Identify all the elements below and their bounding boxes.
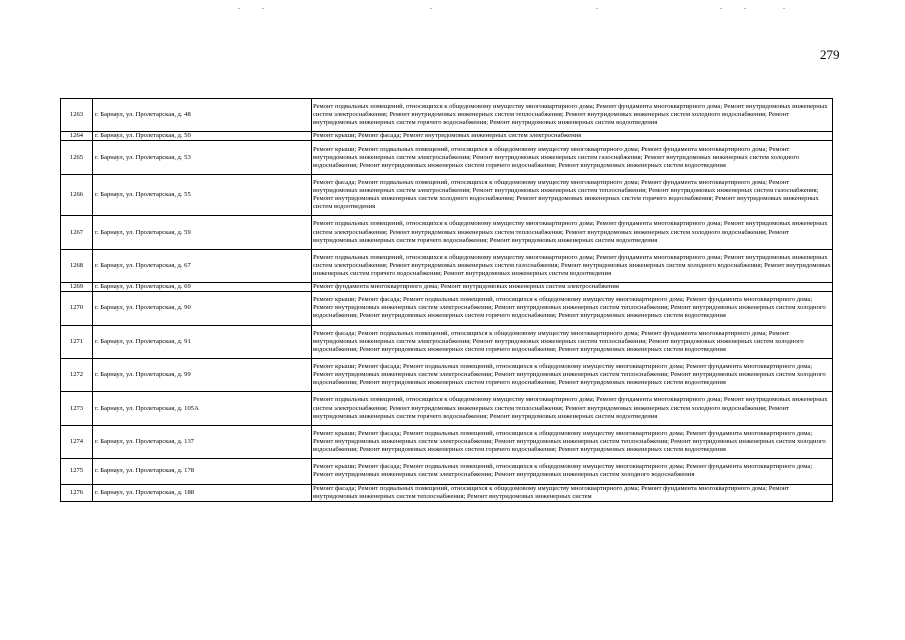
table-row [61, 132, 833, 141]
row-number: 1267 [61, 216, 93, 249]
row-number: 1273 [61, 392, 93, 425]
repair-register-table [60, 98, 833, 502]
row-number: 1272 [61, 359, 93, 392]
repair-works: Ремонт крыши; Ремонт фасада; Ремонт подвальных помещений, относящихся к общедомовому имуществу многоквартирного дома; Ремонт фундамента многоквартирного дома; Ремонт внутридомовых инженерных систем электроснабжения; Ремонт внутридомовых инженерных систем теплоснабжения; Ремонт внутридомовых инженерных систем холодного водоснабжения; Ремонт внутридомовых инженерных систем горячего водоснабжения; Ремонт внутридомовых инженерных систем водоотведения [312, 425, 833, 458]
table-row [61, 141, 833, 174]
row-number: 1263 [61, 99, 93, 132]
house-address: г. Барнаул, ул. Пролетарская, д. 67 [93, 249, 312, 282]
table-row [61, 392, 833, 425]
repair-works: Ремонт крыши; Ремонт фасада; Ремонт подвальных помещений, относящихся к общедомовому имуществу многоквартирного дома; Ремонт фундамента многоквартирного дома; Ремонт внутридомовых инженерных систем электроснабжения; Ремонт внутридомовых инженерных систем холодного водоснабжения [312, 459, 833, 484]
row-number: 1274 [61, 425, 93, 458]
row-number: 1269 [61, 283, 93, 292]
table-row [61, 359, 833, 392]
house-address: г. Барнаул, ул. Пролетарская, д. 50 [93, 132, 312, 141]
table-row [61, 216, 833, 249]
row-number: 1270 [61, 292, 93, 325]
table-row [61, 249, 833, 282]
row-number: 1266 [61, 174, 93, 216]
repair-works: Ремонт подвальных помещений, относящихся к общедомовому имуществу многоквартирного дома; Ремонт фундамента многоквартирного дома; Ремонт внутридомовых инженерных систем электроснабжения; Ремонт внутридомовых инженерных систем газоснабжения; Ремонт внутридомовых инженерных систем холодного водоснабжения; Ремонт внутридомовых инженерных систем горячего водоснабжения; Ремонт внутридомовых инженерных систем водоотведения [312, 249, 833, 282]
scan-artifacts [0, 8, 905, 12]
table-row [61, 99, 833, 132]
row-number: 1276 [61, 484, 93, 501]
row-number: 1271 [61, 325, 93, 358]
table-row [61, 325, 833, 358]
repair-works: Ремонт фундамента многоквартирного дома; Ремонт внутридомовых инженерных систем электроснабжения [312, 283, 833, 292]
repair-works: Ремонт подвальных помещений, относящихся к общедомовому имуществу многоквартирного дома; Ремонт фундамента многоквартирного дома; Ремонт внутридомовых инженерных систем электроснабжения; Ремонт внутридомовых инженерных систем теплоснабжения; Ремонт внутридомовых инженерных систем холодного водоснабжения; Ремонт внутридомовых инженерных систем горячего водоснабжения; Ремонт внутридомовых инженерных систем водоотведения [312, 99, 833, 132]
house-address: г. Барнаул, ул. Пролетарская, д. 137 [93, 425, 312, 458]
house-address: г. Барнаул, ул. Пролетарская, д. 178 [93, 459, 312, 484]
house-address: г. Барнаул, ул. Пролетарская, д. 99 [93, 359, 312, 392]
house-address: г. Барнаул, ул. Пролетарская, д. 53 [93, 141, 312, 174]
table-row [61, 283, 833, 292]
table-body [61, 99, 833, 502]
row-number: 1268 [61, 249, 93, 282]
row-number: 1275 [61, 459, 93, 484]
repair-works: Ремонт крыши; Ремонт подвальных помещений, относящихся к общедомовому имуществу многоквартирного дома; Ремонт фундамента многоквартирного дома; Ремонт внутридомовых инженерных систем электроснабжения; Ремонт внутридомовых инженерных систем газоснабжения; Ремонт внутридомовых инженерных систем холодного водоснабжения; Ремонт внутридомовых инженерных систем горячего водоснабжения; Ремонт внутридомовых инженерных систем водоотведения [312, 141, 833, 174]
repair-works: Ремонт фасада; Ремонт подвальных помещений, относящихся к общедомовому имуществу многоквартирного дома; Ремонт фундамента многоквартирного дома; Ремонт внутридомовых инженерных систем теплоснабжения; Ремонт внутридомовых инженерных систем [312, 484, 833, 501]
table-row [61, 459, 833, 484]
house-address: г. Барнаул, ул. Пролетарская, д. 48 [93, 99, 312, 132]
row-number: 1265 [61, 141, 93, 174]
table-row [61, 292, 833, 325]
house-address: г. Барнаул, ул. Пролетарская, д. 105А [93, 392, 312, 425]
repair-works: Ремонт фасада; Ремонт подвальных помещений, относящихся к общедомовому имуществу многоквартирного дома; Ремонт фундамента многоквартирного дома; Ремонт внутридомовых инженерных систем электроснабжения; Ремонт внутридомовых инженерных систем теплоснабжения; Ремонт внутридомовых инженерных систем газоснабжения; Ремонт внутридомовых инженерных систем холодного водоснабжения; Ремонт внутридомовых инженерных систем горячего водоснабжения; Ремонт внутридомовых инженерных систем водоотведения [312, 174, 833, 216]
house-address: г. Барнаул, ул. Пролетарская, д. 59 [93, 216, 312, 249]
house-address: г. Барнаул, ул. Пролетарская, д. 90 [93, 292, 312, 325]
house-address: г. Барнаул, ул. Пролетарская, д. 188 [93, 484, 312, 501]
repair-works: Ремонт крыши; Ремонт фасада; Ремонт подвальных помещений, относящихся к общедомовому имуществу многоквартирного дома; Ремонт фундамента многоквартирного дома; Ремонт внутридомовых инженерных систем электроснабжения; Ремонт внутридомовых инженерных систем теплоснабжения; Ремонт внутридомовых инженерных систем холодного водоснабжения; Ремонт внутридомовых инженерных систем горячего водоснабжения; Ремонт внутридомовых инженерных систем водоотведения [312, 292, 833, 325]
repair-works: Ремонт подвальных помещений, относящихся к общедомовому имуществу многоквартирного дома; Ремонт фундамента многоквартирного дома; Ремонт внутридомовых инженерных систем электроснабжения; Ремонт внутридомовых инженерных систем теплоснабжения; Ремонт внутридомовых инженерных систем холодного водоснабжения; Ремонт внутридомовых инженерных систем горячего водоснабжения; Ремонт внутридомовых инженерных систем водоотведения [312, 392, 833, 425]
house-address: г. Барнаул, ул. Пролетарская, д. 91 [93, 325, 312, 358]
repair-works: Ремонт крыши; Ремонт фасада; Ремонт внутридомовых инженерных систем электроснабжения [312, 132, 833, 141]
repair-works: Ремонт подвальных помещений, относящихся к общедомовому имуществу многоквартирного дома; Ремонт фундамента многоквартирного дома; Ремонт внутридомовых инженерных систем электроснабжения; Ремонт внутридомовых инженерных систем теплоснабжения; Ремонт внутридомовых инженерных систем холодного водоснабжения; Ремонт внутридомовых инженерных систем горячего водоснабжения; Ремонт внутридомовых инженерных систем водоотведения [312, 216, 833, 249]
row-number: 1264 [61, 132, 93, 141]
page-number: 279 [820, 47, 840, 62]
repair-works: Ремонт фасада; Ремонт подвальных помещений, относящихся к общедомовому имуществу многоквартирного дома; Ремонт фундамента многоквартирного дома; Ремонт внутридомовых инженерных систем электроснабжения; Ремонт внутридомовых инженерных систем теплоснабжения; Ремонт внутридомовых инженерных систем холодного водоснабжения; Ремонт внутридомовых инженерных систем горячего водоснабжения; Ремонт внутридомовых инженерных систем водоотведения [312, 325, 833, 358]
repair-works: Ремонт крыши; Ремонт фасада; Ремонт подвальных помещений, относящихся к общедомовому имуществу многоквартирного дома; Ремонт фундамента многоквартирного дома; Ремонт внутридомовых инженерных систем электроснабжения; Ремонт внутридомовых инженерных систем теплоснабжения; Ремонт внутридомовых инженерных систем холодного водоснабжения; Ремонт внутридомовых инженерных систем горячего водоснабжения; Ремонт внутридомовых инженерных систем водоотведения [312, 359, 833, 392]
table-row [61, 484, 833, 501]
house-address: г. Барнаул, ул. Пролетарская, д. 55 [93, 174, 312, 216]
table-row [61, 425, 833, 458]
house-address: г. Барнаул, ул. Пролетарская, д. 69 [93, 283, 312, 292]
table-row [61, 174, 833, 216]
